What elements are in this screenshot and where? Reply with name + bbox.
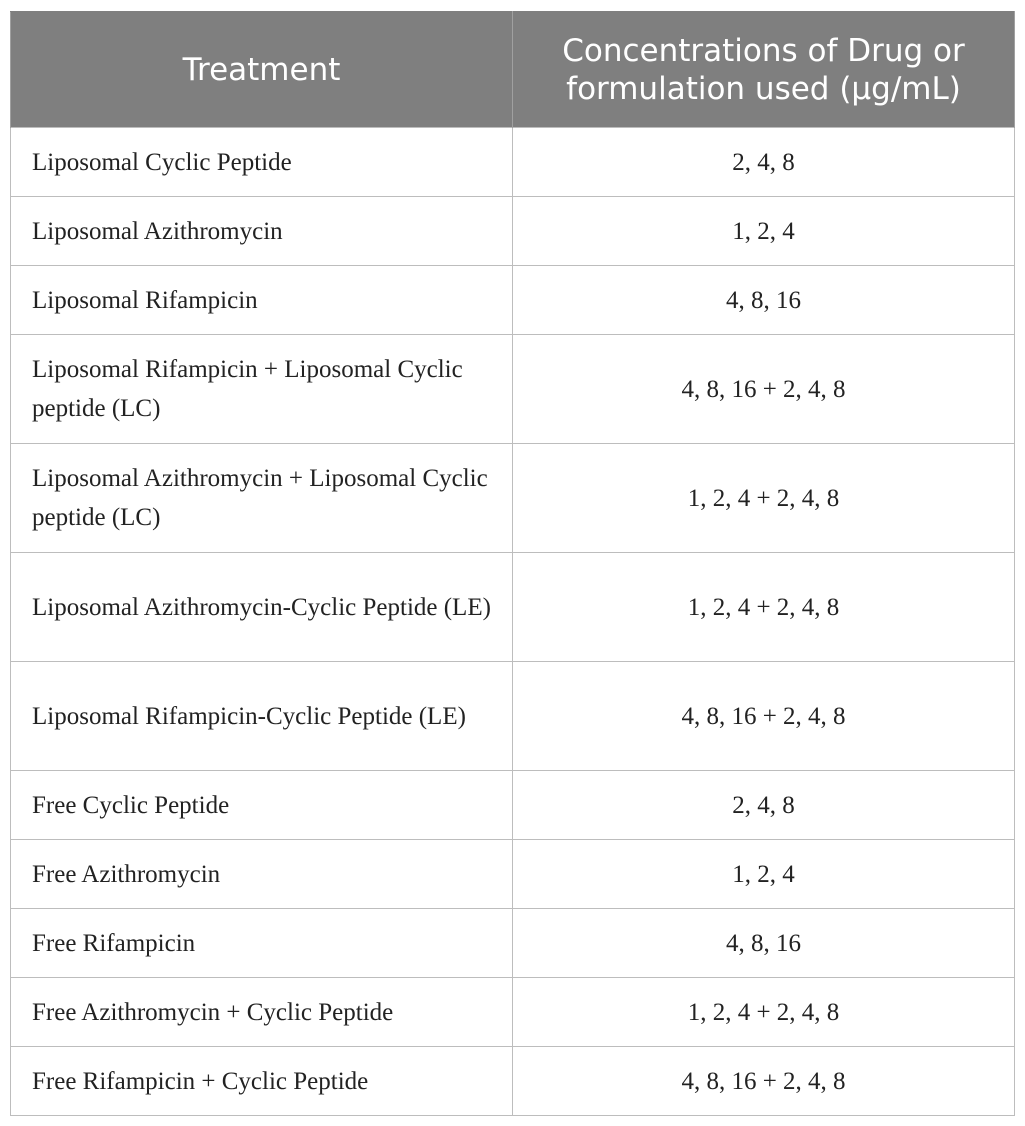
treatment-table-container xyxy=(10,11,1014,1116)
treatment-cell: Liposomal Azithromycin-Cyclic Peptide (LE) xyxy=(11,553,513,662)
concentration-cell: 2, 4, 8 xyxy=(513,771,1015,840)
concentration-cell: 4, 8, 16 xyxy=(513,266,1015,335)
table-row xyxy=(11,1047,1015,1116)
treatment-cell: Free Azithromycin + Cyclic Peptide xyxy=(11,978,513,1047)
header-concentration: Concentrations of Drug or formulation used (µg/mL) xyxy=(513,12,1015,128)
table-row xyxy=(11,266,1015,335)
treatment-cell: Liposomal Rifampicin-Cyclic Peptide (LE) xyxy=(11,662,513,771)
treatment-cell: Free Azithromycin xyxy=(11,840,513,909)
treatment-cell: Liposomal Azithromycin xyxy=(11,197,513,266)
concentration-cell: 1, 2, 4 + 2, 4, 8 xyxy=(513,978,1015,1047)
table-header-row xyxy=(11,12,1015,128)
concentration-cell: 4, 8, 16 xyxy=(513,909,1015,978)
table-row xyxy=(11,978,1015,1047)
concentration-cell: 4, 8, 16 + 2, 4, 8 xyxy=(513,335,1015,444)
table-row xyxy=(11,444,1015,553)
header-treatment: Treatment xyxy=(11,12,513,128)
treatment-cell: Liposomal Cyclic Peptide xyxy=(11,128,513,197)
treatment-cell: Free Rifampicin xyxy=(11,909,513,978)
table-row xyxy=(11,662,1015,771)
treatment-cell: Free Rifampicin + Cyclic Peptide xyxy=(11,1047,513,1116)
concentration-cell: 1, 2, 4 xyxy=(513,840,1015,909)
treatment-cell: Liposomal Rifampicin xyxy=(11,266,513,335)
table-row xyxy=(11,197,1015,266)
concentration-cell: 1, 2, 4 + 2, 4, 8 xyxy=(513,444,1015,553)
table-row xyxy=(11,335,1015,444)
treatment-cell: Liposomal Rifampicin + Liposomal Cyclic peptide (LC) xyxy=(11,335,513,444)
table-row xyxy=(11,553,1015,662)
concentration-cell: 2, 4, 8 xyxy=(513,128,1015,197)
concentration-cell: 1, 2, 4 + 2, 4, 8 xyxy=(513,553,1015,662)
concentration-cell: 4, 8, 16 + 2, 4, 8 xyxy=(513,1047,1015,1116)
concentration-cell: 1, 2, 4 xyxy=(513,197,1015,266)
table-row xyxy=(11,771,1015,840)
table-row xyxy=(11,840,1015,909)
treatment-table xyxy=(10,11,1015,1116)
treatment-cell: Free Cyclic Peptide xyxy=(11,771,513,840)
table-row xyxy=(11,128,1015,197)
concentration-cell: 4, 8, 16 + 2, 4, 8 xyxy=(513,662,1015,771)
table-row xyxy=(11,909,1015,978)
treatment-cell: Liposomal Azithromycin + Liposomal Cyclic peptide (LC) xyxy=(11,444,513,553)
